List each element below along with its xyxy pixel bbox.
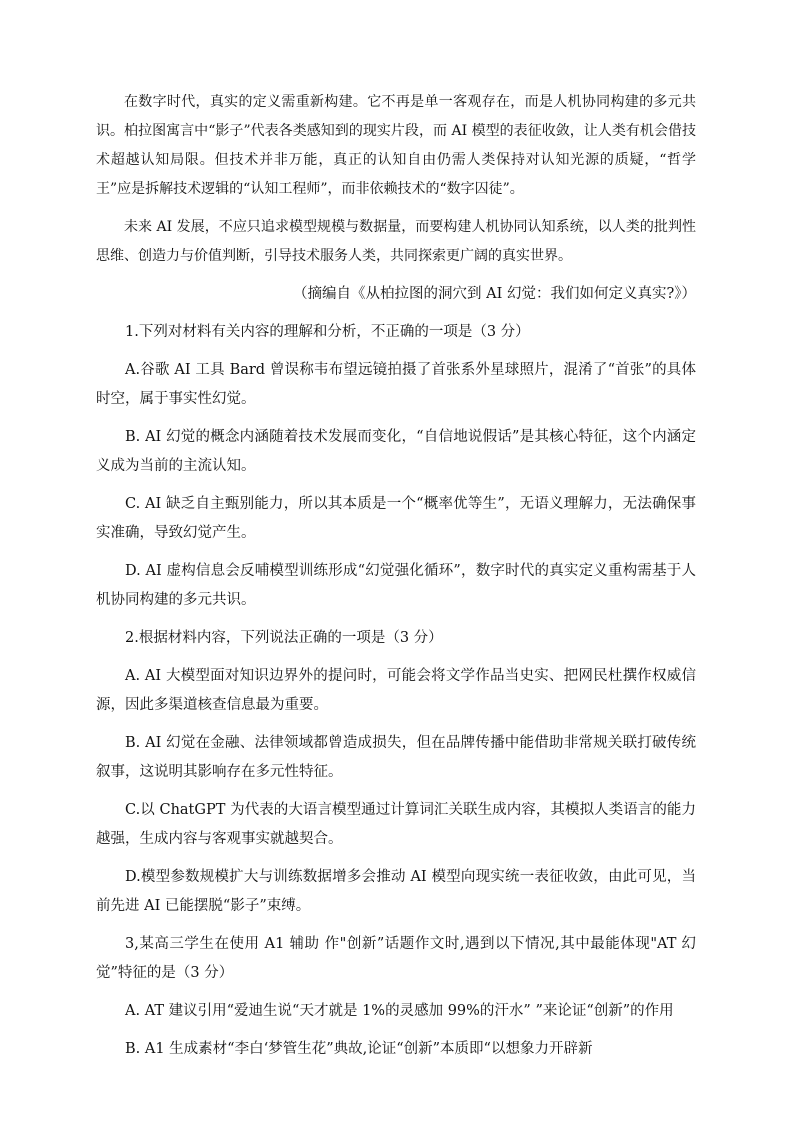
- question-3-stem: 3,某高三学生在使用 A1 辅助 作"创新”话题作文时,遇到以下情况,其中最能体现"AT 幻觉”特征的是（3 分）: [96, 936, 696, 981]
- question-2-option-d: D.模型参数规模扩大与训练数据增多会推动 AI 模型向现实统一表征收敛，由此可见，当前先进 AI 已能摆脱“影子”束缚。: [96, 869, 696, 914]
- question-1-option-b: B. AI 幻觉的概念内涵随着技术发展而变化，“自信地说假话”是其核心特征，这个内涵定义成为当前的主流认知。: [96, 429, 696, 474]
- question-2-option-a: A. AI 大模型面对知识边界外的提问时，可能会将文学作品当史实、把网民杜撰作权威信源，因此多渠道核查信息最为重要。: [96, 668, 696, 713]
- question-3-option-b: B. A1 生成素材“李白‘梦管生花”典故,论证“创新”本质即“以想象力开辟新: [125, 1041, 593, 1057]
- question-1-option-a: A.谷歌 AI 工具 Bard 曾误称韦布望远镜拍摄了首张系外星球照片，混淆了“首张”的具体时空，属于事实性幻觉。: [96, 362, 696, 407]
- question-2-stem: 2.根据材料内容，下列说法正确的一项是（3 分）: [125, 630, 443, 646]
- question-2-option-b: B. AI 幻觉在金融、法律领域都曾造成损失，但在品牌传播中能借助非常规关联打破传统叙事，这说明其影响存在多元性特征。: [96, 735, 696, 780]
- question-1-stem: 1.下列对材料有关内容的理解和分析，不正确的一项是（3 分）: [125, 324, 530, 340]
- source-citation: （摘编自《从柏拉图的洞穴到 AI 幻觉：我们如何定义真实?》）: [293, 286, 696, 302]
- question-1-option-c: C. AI 缺乏自主甄别能力，所以其本质是一个“概率优等生”，无语义理解力，无法确保事实准确，导致幻觉产生。: [96, 496, 696, 541]
- question-2-option-c: C.以 ChatGPT 为代表的大语言模型通过计算词汇关联生成内容，其模拟人类语言的能力越强，生成内容与客观事实就越契合。: [96, 802, 696, 847]
- question-1-option-d: D. AI 虚构信息会反哺模型训练形成“幻觉强化循环”，数字时代的真实定义重构需基于人机协同构建的多元共识。: [96, 563, 696, 608]
- question-3-option-a: A. AT 建议引用“爱迪生说“天才就是 1%的灵感加 99%的汗水” ”来论证“创新”的作用: [125, 1003, 674, 1019]
- exam-page: [96, 88, 696, 1073]
- passage-paragraph-1: 在数字时代，真实的定义需重新构建。它不再是单一客观存在，而是人机协同构建的多元共识。柏拉图寓言中“影子”代表各类感知到的现实片段，而 AI 模型的表征收敛，让人类有机会借技术超越认知局限。但技术并非万能，真正的认知自由仍需人类保持对认知光源的质疑，“哲学王”应是拆解技术逻辑的“认知工程师”，而非依赖技术的“数字囚徒”。: [96, 94, 696, 197]
- passage-paragraph-2: 未来 AI 发展，不应只追求模型规模与数据量，而要构建人机协同认知系统，以人类的批判性思维、创造力与价值判断，引导技术服务人类，共同探索更广阔的真实世界。: [96, 219, 696, 264]
